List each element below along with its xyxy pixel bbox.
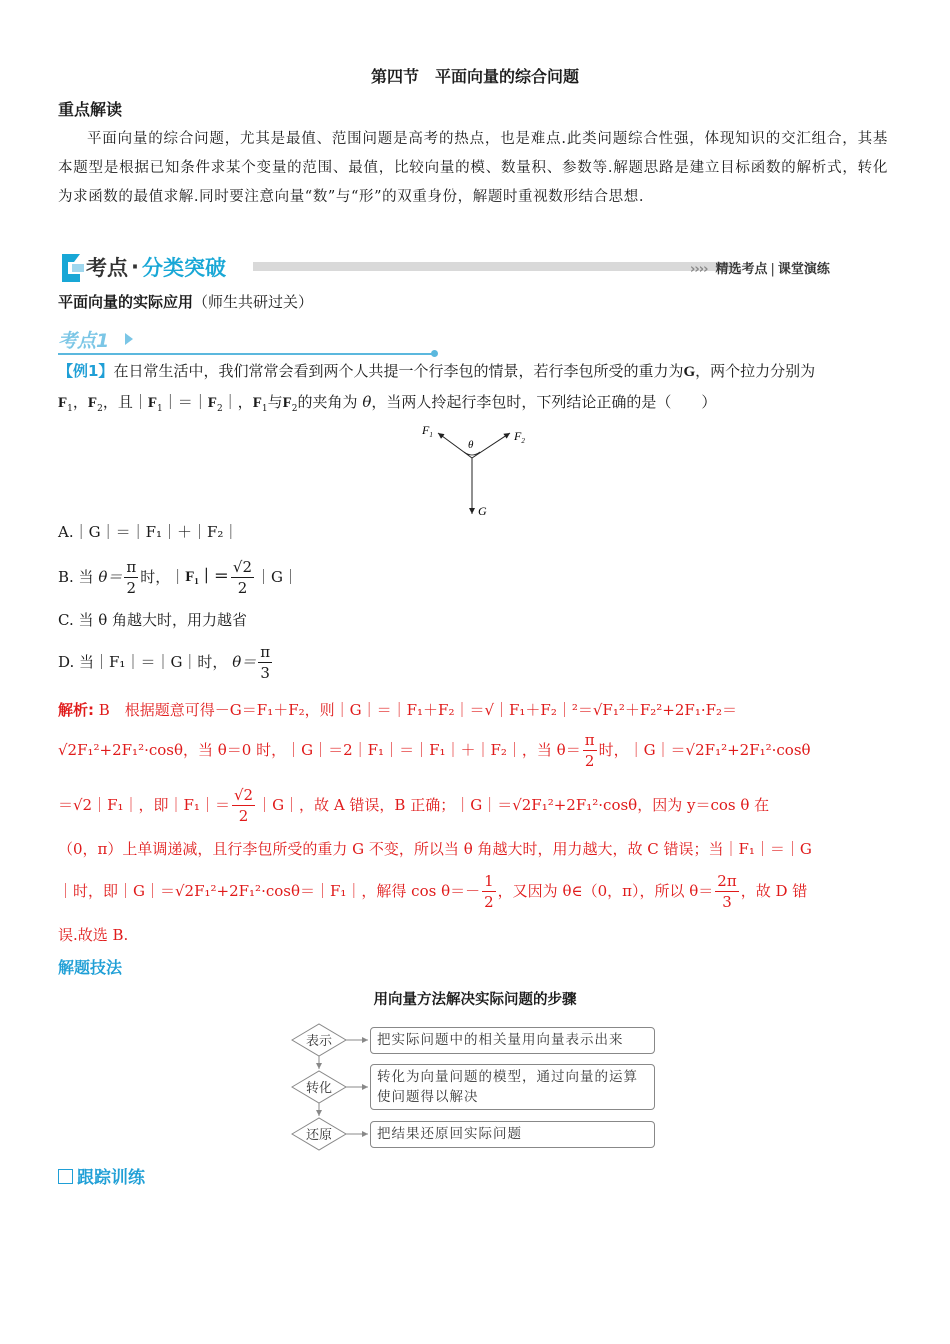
option-d-theta: θ＝	[232, 653, 257, 671]
fig-label-g: G	[478, 504, 487, 518]
banner-title	[58, 250, 226, 284]
example-line-1	[58, 360, 893, 383]
example-text-6: 与	[267, 393, 283, 411]
solution-text-2b: 时，｜G｜＝√2F₁²+2F₁²·cosθ	[598, 741, 811, 759]
sub: 1	[157, 404, 163, 414]
frac-num: 1	[484, 871, 494, 890]
solution-text-5b: ，又因为 θ∈（0，π），所以 θ＝	[497, 882, 714, 900]
option-c: C. 当 θ 角越大时，用力越省	[58, 611, 248, 629]
flow-step-3-desc: 把结果还原回实际问题	[370, 1121, 655, 1148]
sub: 1	[67, 404, 73, 414]
fig-label-theta: θ	[468, 439, 474, 451]
solution-text-1: B 根据题意可得－G＝F₁＋F₂，则｜G｜＝｜F₁＋F₂｜＝√｜F₁＋F₂｜²＝√F₁²＋F₂²+2F₁·F₂＝	[98, 701, 738, 719]
solution-text-2a: √2F₁²+2F₁²·cosθ，当 θ＝0 时，｜G｜＝2｜F₁｜＝｜F₁｜＋｜F₂｜，当 θ＝	[58, 741, 581, 759]
force-f1-arrow	[438, 433, 472, 458]
option-b-f1: F₁｜＝	[185, 569, 229, 585]
frac-den: 2	[126, 578, 137, 597]
frac-den: 2	[238, 806, 249, 825]
solution-text-5a: ｜时，即｜G｜＝√2F₁²+2F₁²·cosθ＝｜F₁｜，解得 cos θ＝－	[58, 882, 481, 900]
solution-line-2	[58, 729, 893, 771]
example-text-8: ，当两人拎起行李包时，下列结论正确的是（ ）	[371, 393, 717, 411]
solution-line-3	[58, 784, 893, 826]
example-F: F	[58, 395, 68, 411]
solution-text-3b: ｜G｜，故 A 错误，B 正确；｜G｜＝√2F₁²+2F₁²·cosθ，因为 y＝cos θ 在	[257, 796, 770, 814]
flow-step-1-label: 表示	[305, 1034, 332, 1049]
flow-step-3-label: 还原	[305, 1128, 332, 1143]
example-text-7: 的夹角为	[297, 393, 358, 411]
option-b-mid: 时，｜	[140, 568, 186, 586]
solution-label: 解析:	[58, 701, 94, 719]
banner-right-a: 精选考点	[715, 262, 768, 277]
page-title: 第四节 平面向量的综合问题	[370, 67, 579, 86]
fig-label-f2: $F_2$	[514, 429, 525, 445]
frac-pi-3	[258, 642, 272, 683]
example-text-3: ，且｜	[102, 393, 148, 411]
force-f2-arrow	[472, 433, 510, 458]
option-d-prefix: D. 当｜F₁｜＝｜G｜时，	[58, 653, 228, 671]
section-heading	[58, 291, 313, 312]
checkbox-square-icon	[58, 1169, 73, 1184]
frac-den: 2	[484, 892, 494, 911]
option-b-theta: θ＝	[98, 568, 123, 586]
track-heading	[58, 1163, 145, 1188]
flow-step-1-desc: 把实际问题中的相关量用向量表示出来	[370, 1027, 655, 1054]
frac-pi-2	[124, 557, 138, 598]
solution-line-5	[58, 870, 893, 912]
option-b-prefix: B. 当	[58, 568, 94, 586]
example-F: F	[282, 395, 292, 411]
banner-subtitle	[690, 258, 830, 277]
option-b	[58, 556, 893, 598]
example-text-5: ｜，	[222, 393, 253, 411]
flow-step-2-desc: 转化为向量问题的模型，通过向量的运算使问题得以解决	[370, 1064, 655, 1110]
frac-num: √2	[232, 557, 253, 576]
example-F: F	[207, 395, 217, 411]
option-a: A.｜G｜＝｜F₁｜＋｜F₂｜	[58, 523, 239, 541]
solution-text-5c: ，故 D 错	[740, 882, 808, 900]
section-heading-note: （师生共研过关）	[193, 293, 314, 311]
frac-num: π	[126, 557, 137, 576]
solution-line-4: （0，π）上单调递减，且行李包所受的重力 G 不变，所以当 θ 角越大时，用力越大，故 C 错误；当｜F₁｜＝｜G	[58, 840, 812, 858]
section-banner	[58, 248, 888, 288]
frac-num: π	[260, 642, 271, 661]
banner-bar	[253, 262, 738, 271]
banner-arrows-icon: ››››	[690, 262, 708, 277]
example-line-2: $F_1$，$F_2$，且$|F_1|=|F_2|$，$F_1$与$F_2$的夹角为 θ，当两人拎起行李包时，下列结论正确的是（ ）	[58, 393, 717, 414]
example-F: F	[252, 395, 262, 411]
frac-pi-2-sol	[583, 730, 597, 771]
frac-den: 3	[260, 663, 270, 682]
frac-sqrt2-2-sol	[232, 785, 255, 826]
kaodian-arrow-icon	[124, 332, 134, 346]
key-heading: 重点解读	[58, 100, 123, 119]
frac-den: 3	[722, 892, 732, 911]
frac-sqrt2-2	[231, 557, 254, 598]
option-b-end: ｜G｜	[256, 568, 299, 586]
track-heading-text: 跟踪训练	[77, 1168, 145, 1188]
option-d	[58, 641, 893, 683]
frac-num: 2π	[717, 871, 737, 890]
example-text-2: ，两个拉力分别为	[695, 362, 816, 380]
solution-line-6: 误.故选 B.	[58, 926, 129, 944]
example-tag: 【例1】	[58, 362, 114, 380]
example-text-4: ｜＝｜	[162, 393, 208, 411]
kaodian-line	[58, 353, 434, 355]
banner-title-b: 分类突破	[141, 256, 226, 280]
frac-num: √2	[233, 785, 254, 804]
frac-1-2	[482, 871, 496, 912]
example-F: F	[87, 395, 98, 411]
flow-step-2-label: 转化	[305, 1081, 332, 1096]
banner-dot: ·	[131, 255, 139, 279]
method-heading: 解题技法	[58, 958, 123, 977]
key-paragraph: 平面向量的综合问题，尤其是最值、范围问题是高考的热点，也是难点.此类问题综合性强，体现知识的交汇组合，其基本题型是根据已知条件求某个变量的范围、最值，比较向量的模、数量积、参数等.解题思路是建立目标函数的解析式，转化为求函数的最值求解.同时要注意向量“数”与“形”的双重身份，解题时重视数形结合思想.	[58, 131, 888, 205]
fig-label-f1: $F_1$	[422, 423, 433, 439]
frac-num: π	[584, 730, 595, 749]
kaodian-dot	[431, 350, 438, 357]
sub: 2	[216, 404, 223, 414]
flowchart	[290, 1020, 660, 1155]
banner-sep: |	[770, 262, 775, 277]
sub: 1	[261, 404, 268, 414]
kaodian-text: 考点1	[58, 330, 110, 352]
sub: 2	[97, 404, 103, 414]
banner-right-b: 课堂演练	[777, 262, 830, 277]
example-text-1: 在日常生活中，我们常常会看到两个人共提一个行李包的情景，若行李包所受的重力为	[113, 362, 684, 380]
example-theta: θ	[362, 393, 372, 411]
flow-title: 用向量方法解决实际问题的步骤	[373, 992, 577, 1008]
sub: 2	[291, 404, 298, 414]
frac-2pi-3	[715, 871, 738, 912]
force-diagram	[418, 418, 538, 520]
frac-den: 2	[237, 578, 248, 597]
section-heading-bold: 平面向量的实际应用	[58, 293, 194, 311]
solution-line-1	[58, 699, 893, 721]
frac-den: 2	[584, 751, 595, 770]
banner-title-a: 考点	[86, 256, 128, 280]
example-F: F	[147, 395, 158, 411]
solution-text-3a: ＝√2｜F₁｜，即｜F₁｜＝	[58, 796, 230, 814]
kaodian-label	[58, 326, 438, 358]
example-G: G	[683, 364, 696, 380]
